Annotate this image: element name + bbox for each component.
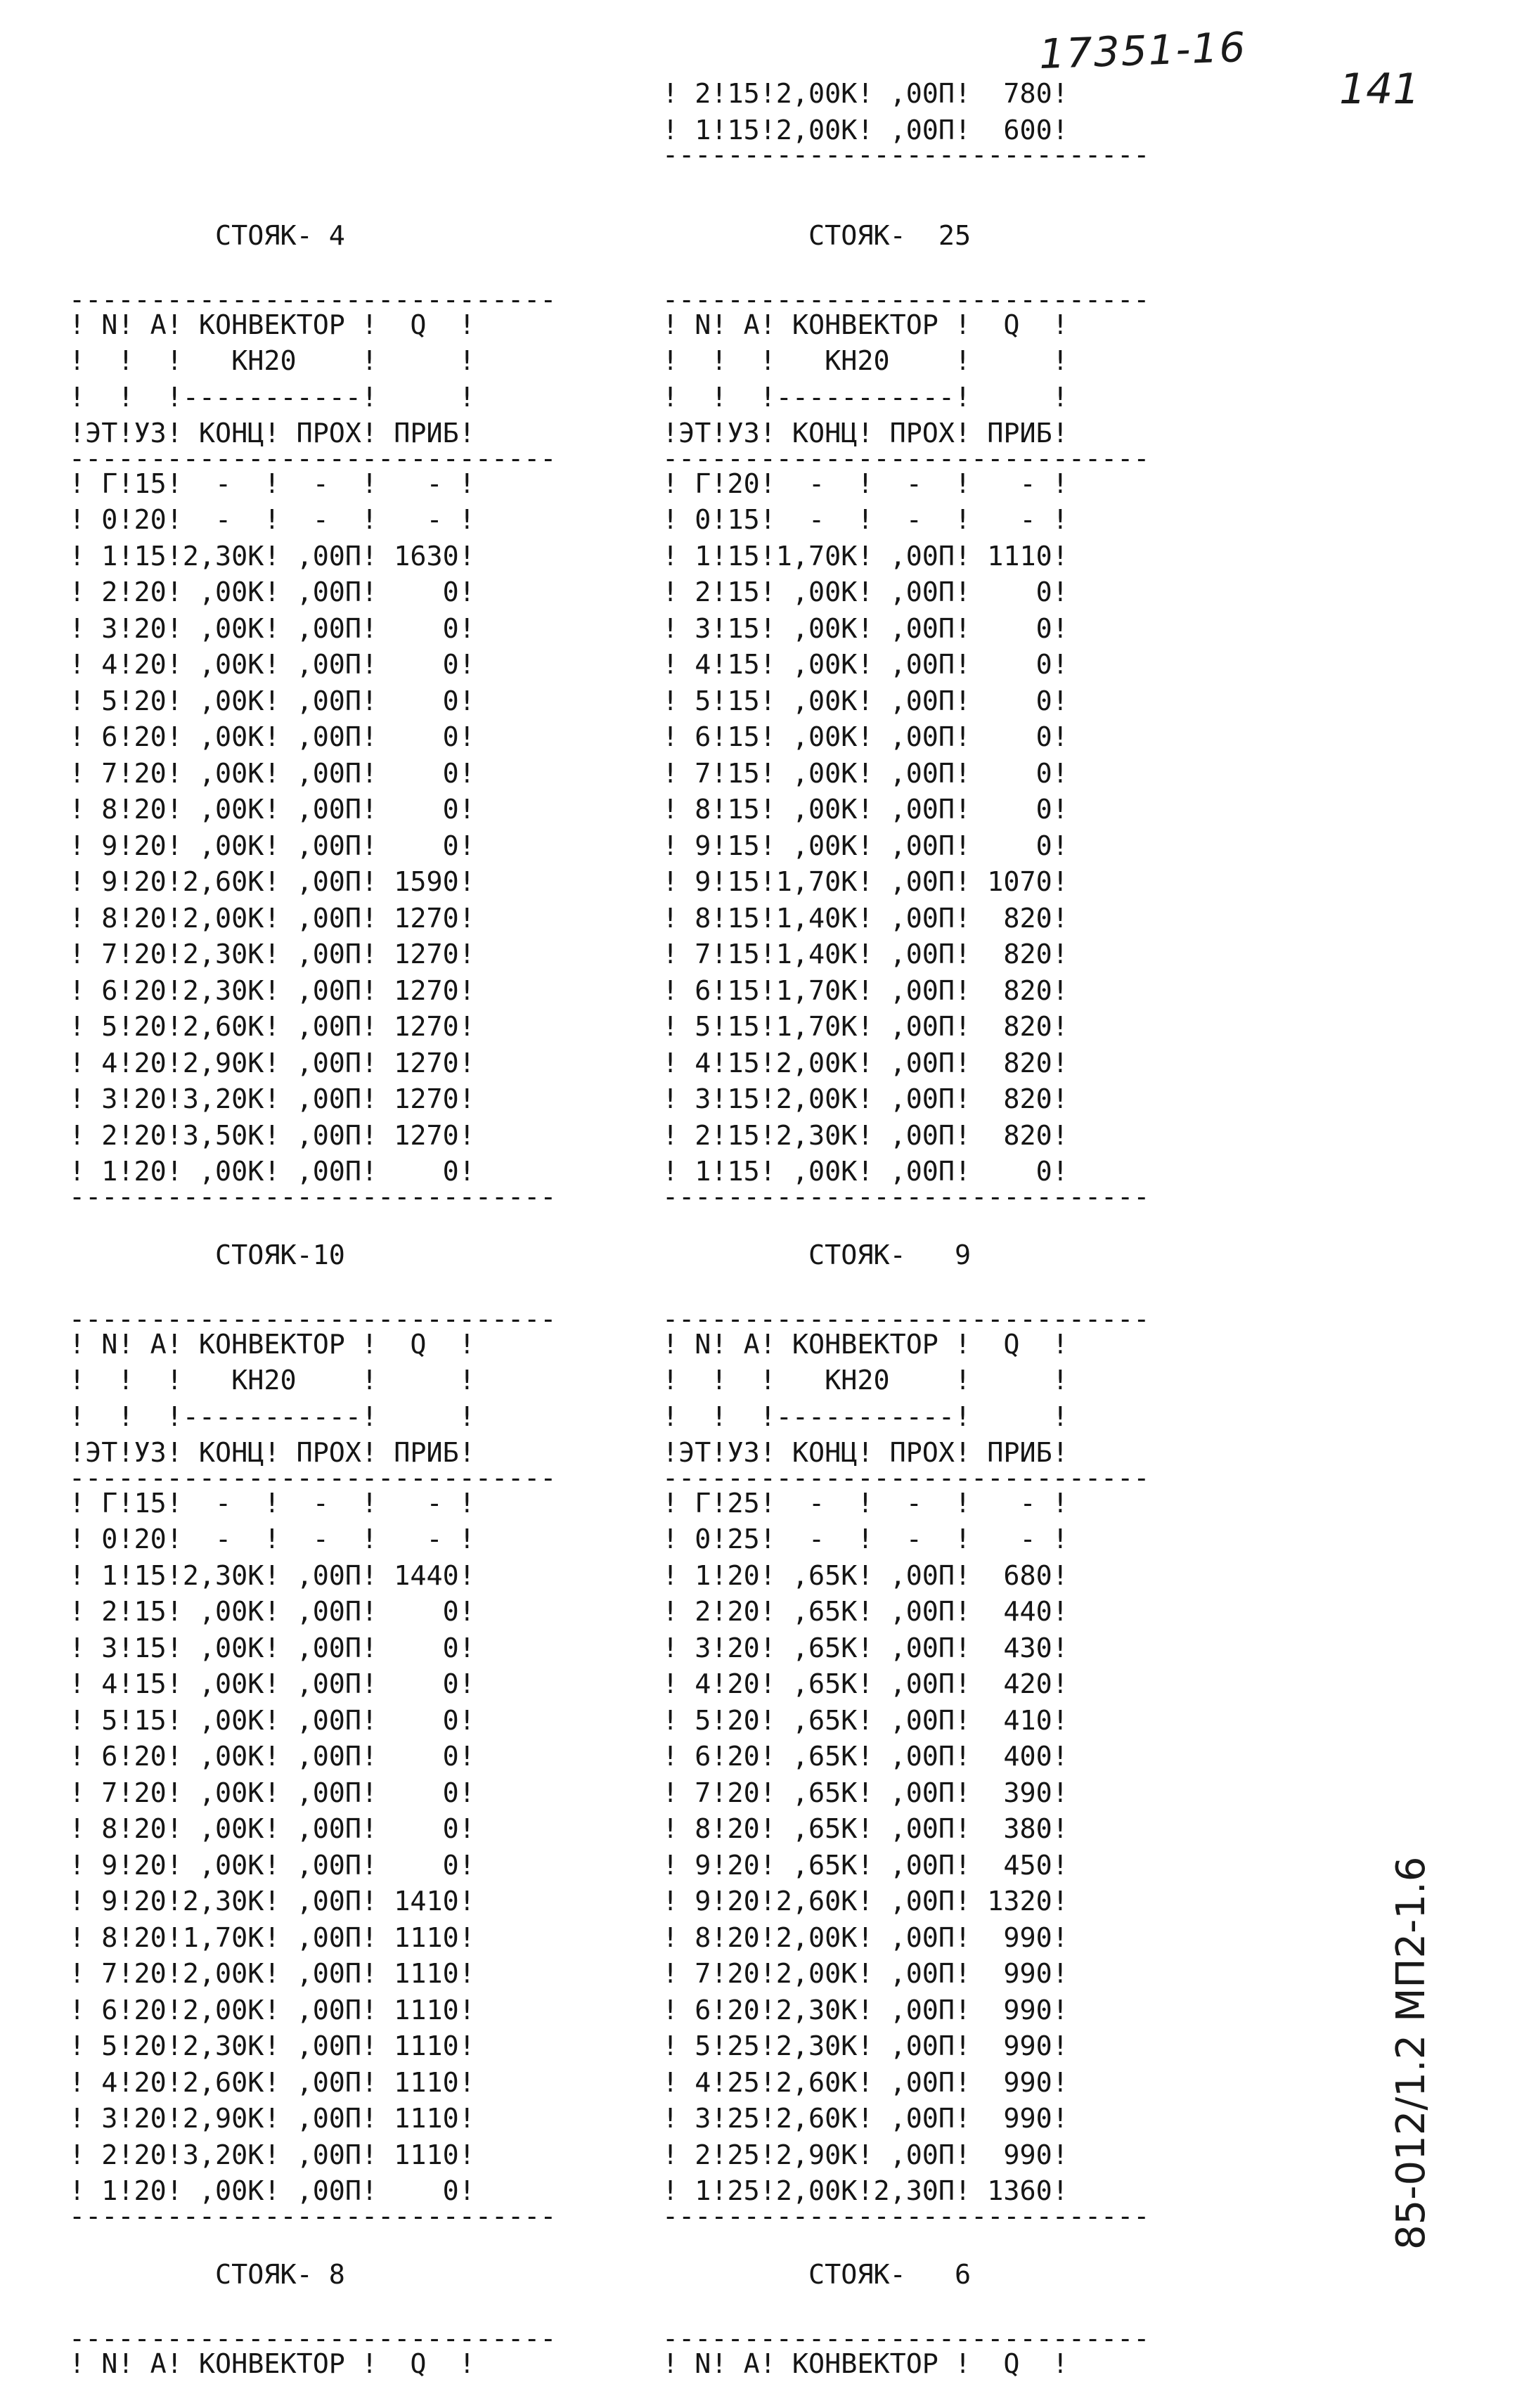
table-row: ! 1!25!2,00К!2,30П! 1360! (662, 2175, 1069, 2207)
header-line: ! N! А! КОНВЕКТОР ! Q ! (69, 2348, 475, 2380)
header-line: !ЭТ!УЗ! КОНЦ! ПРОХ! ПРИБ! (662, 1437, 1069, 1469)
riser-table-8 (69, 2257, 556, 2382)
table-row: ! 0!15! - ! - ! - ! (662, 504, 1069, 536)
table-row: ! 1!15! ,00К! ,00П! 0! (662, 1156, 1069, 1187)
table-row: ! 3!15! ,00К! ,00П! 0! (69, 1632, 475, 1664)
table-title: СТОЯК-10 (69, 1240, 345, 1271)
header-line: ! N! А! КОНВЕКТОР ! Q ! (662, 309, 1069, 341)
riser-table-4 (69, 218, 557, 1213)
table-row: ! 7!20!2,00К! ,00П! 1110! (69, 1958, 475, 1990)
table-row: ! 0!20! - ! - ! - ! (69, 1524, 475, 1555)
table-rule: ------------------------------ (69, 283, 557, 316)
table-row: ! 1!15!1,70К! ,00П! 1110! (662, 540, 1069, 572)
table-rule: ------------------------------ (662, 2322, 1150, 2355)
table-rule: ------------------------------ (69, 2200, 557, 2232)
table-row: ! 3!25!2,60К! ,00П! 990! (662, 2103, 1069, 2135)
table-row: ! 7!20! ,00К! ,00П! 0! (69, 757, 475, 790)
table-row: ! 7!20! ,00К! ,00П! 0! (69, 1777, 475, 1809)
header-line: ! ! ! КН20 ! ! (662, 1365, 1069, 1396)
table-row: ! 4!20!2,60К! ,00П! 1110! (69, 2066, 475, 2099)
table-row: ! 5!20!2,60К! ,00П! 1270! (69, 1011, 475, 1043)
header-line: ! ! ! КН20 ! ! (662, 345, 1069, 377)
table-title: СТОЯК- 8 (69, 2259, 345, 2291)
header-line: !ЭТ!УЗ! КОНЦ! ПРОХ! ПРИБ! (69, 418, 475, 449)
table-rule: ------------------------------ (662, 1303, 1150, 1335)
table-row: ! 8!20! ,00К! ,00П! 0! (69, 794, 475, 825)
table-rule: ------------------------------ (69, 2322, 557, 2355)
table-rule: ------------------------------ (69, 1180, 557, 1213)
table-row: ! 2!20!3,50К! ,00П! 1270! (69, 1119, 475, 1152)
table-row: ! 2!15!2,30К! ,00П! 820! (662, 1119, 1069, 1152)
table-row: ! 3!15!2,00К! ,00П! 820! (662, 1083, 1069, 1115)
table-row: ! 8!20! ,65К! ,00П! 380! (662, 1813, 1069, 1845)
table-row: ! 8!20!2,00К! ,00П! 1270! (69, 902, 475, 934)
table-title: СТОЯК- 9 (662, 1240, 972, 1271)
table-row: ! 9!20! ,65К! ,00П! 450! (662, 1849, 1069, 1881)
table-row: ! Г!15! - ! - ! - ! (69, 468, 475, 500)
table-row: ! 0!25! - ! - ! - ! (662, 1524, 1069, 1555)
table-row: ! 1!15!2,30К! ,00П! 1630! (69, 540, 475, 572)
table-row: ! Г!15! - ! - ! - ! (69, 1487, 475, 1519)
table-row: ! 2!15!2,00К! ,00П! 780! (662, 78, 1069, 110)
table-row: ! 9!20!2,60К! ,00П! 1590! (69, 866, 475, 898)
table-row: ! 8!20!1,70К! ,00П! 1110! (69, 1921, 475, 1954)
header-line: ! N! А! КОНВЕКТОР ! Q ! (662, 2348, 1069, 2380)
table-row: ! 5!15! ,00К! ,00П! 0! (69, 1704, 475, 1737)
table-row: ! 4!20! ,00К! ,00П! 0! (69, 649, 475, 681)
table-row: ! 6!20! ,00К! ,00П! 0! (69, 1741, 475, 1772)
header-line: ! ! ! КН20 ! ! (69, 1365, 475, 1396)
table-row: ! 8!15! ,00К! ,00П! 0! (662, 794, 1069, 825)
table-row: ! 8!20!2,00К! ,00П! 990! (662, 1921, 1069, 1954)
header-line: ! N! А! КОНВЕКТОР ! Q ! (69, 1328, 475, 1360)
header-line: ! ! !-----------! ! (69, 381, 475, 413)
header-line: ! N! А! КОНВЕКТОР ! Q ! (662, 1328, 1069, 1360)
table-row: ! 1!15!2,30К! ,00П! 1440! (69, 1559, 475, 1592)
table-row: ! 5!20!2,30К! ,00П! 1110! (69, 2030, 475, 2062)
riser-table-9 (662, 1237, 1150, 2232)
table-row: ! 2!25!2,90К! ,00П! 990! (662, 2139, 1069, 2171)
table-row: ! 9!20! ,00К! ,00П! 0! (69, 830, 475, 862)
table-rule: ------------------------------ (69, 1462, 557, 1494)
table-row: ! 3!20!2,90К! ,00П! 1110! (69, 2103, 475, 2135)
table-row: ! 3!20! ,65К! ,00П! 430! (662, 1632, 1069, 1664)
handwritten-sheet-code: 85-012/1.2 МП2-1.6 (1388, 1856, 1434, 2250)
table-row: ! 4!15! ,00К! ,00П! 0! (662, 649, 1069, 681)
table-row: ! 9!15!1,70К! ,00П! 1070! (662, 866, 1069, 898)
table-row: ! 4!25!2,60К! ,00П! 990! (662, 2066, 1069, 2099)
table-row: ! 1!20! ,65К! ,00П! 680! (662, 1559, 1069, 1592)
table-row: ! 6!20!2,30К! ,00П! 990! (662, 1994, 1069, 2026)
header-line: ! ! ! КН20 ! ! (69, 345, 475, 377)
table-rule: ------------------------------ (662, 442, 1150, 475)
handwritten-document-number: 17351-16 (1038, 22, 1248, 79)
table-row: ! 2!20! ,65К! ,00П! 440! (662, 1596, 1069, 1628)
header-line: ! N! А! КОНВЕКТОР ! Q ! (69, 309, 475, 341)
table-row: ! 6!20! ,65К! ,00П! 400! (662, 1741, 1069, 1772)
riser-table-25 (662, 218, 1150, 1213)
table-row: ! 9!20!2,30К! ,00П! 1410! (69, 1886, 475, 1917)
table-row: ! 6!20!2,00К! ,00П! 1110! (69, 1994, 475, 2026)
table-row: ! 1!20! ,00К! ,00П! 0! (69, 1156, 475, 1187)
riser-table-10 (69, 1237, 557, 2232)
header-line: !ЭТ!УЗ! КОНЦ! ПРОХ! ПРИБ! (662, 418, 1069, 449)
table-row: ! 6!15! ,00К! ,00П! 0! (662, 721, 1069, 753)
table-row: ! 2!20!3,20К! ,00П! 1110! (69, 2139, 475, 2171)
table-rule: ------------------------------ (662, 139, 1150, 171)
table-row: ! 3!20! ,00К! ,00П! 0! (69, 612, 475, 645)
table-row: ! 4!20! ,65К! ,00П! 420! (662, 1668, 1069, 1700)
table-row: ! 3!15! ,00К! ,00П! 0! (662, 612, 1069, 645)
table-row: ! 9!20!2,60К! ,00П! 1320! (662, 1886, 1069, 1917)
table-row: ! 5!15! ,00К! ,00П! 0! (662, 685, 1069, 717)
table-row: ! 6!20! ,00К! ,00П! 0! (69, 721, 475, 753)
header-line: ! ! !-----------! ! (662, 1401, 1069, 1433)
table-rule: ------------------------------ (662, 1180, 1150, 1213)
table-row: ! 9!20! ,00К! ,00П! 0! (69, 1849, 475, 1881)
table-rule: ------------------------------ (662, 1462, 1150, 1494)
table-row: ! 5!25!2,30К! ,00П! 990! (662, 2030, 1069, 2062)
table-rule: ------------------------------ (69, 1303, 557, 1335)
table-title: СТОЯК- 6 (662, 2259, 972, 2291)
table-row: ! 7!15!1,40К! ,00П! 820! (662, 939, 1069, 970)
table-row: ! 6!15!1,70К! ,00П! 820! (662, 974, 1069, 1007)
header-line: !ЭТ!УЗ! КОНЦ! ПРОХ! ПРИБ! (69, 1437, 475, 1469)
table-rule: ------------------------------ (69, 442, 557, 475)
table-row: ! 1!20! ,00К! ,00П! 0! (69, 2175, 475, 2207)
table-title: СТОЯК- 4 (69, 220, 345, 252)
table-row: ! 2!20! ,00К! ,00П! 0! (69, 577, 475, 608)
table-row: ! 9!15! ,00К! ,00П! 0! (662, 830, 1069, 862)
table-rule: ------------------------------ (662, 283, 1150, 316)
table-row: ! 6!20!2,30К! ,00П! 1270! (69, 974, 475, 1007)
table-row: ! 4!15!2,00К! ,00П! 820! (662, 1047, 1069, 1079)
table-row: ! 4!15! ,00К! ,00П! 0! (69, 1668, 475, 1700)
continuation-table (662, 76, 1150, 171)
table-row: ! 1!15!2,00К! ,00П! 600! (662, 114, 1069, 146)
table-row: ! 0!20! - ! - ! - ! (69, 504, 475, 536)
table-row: ! 5!15!1,70К! ,00П! 820! (662, 1011, 1069, 1043)
table-row: ! 2!15! ,00К! ,00П! 0! (69, 1596, 475, 1628)
table-title: СТОЯК- 25 (662, 220, 972, 252)
table-row: ! 2!15! ,00К! ,00П! 0! (662, 577, 1069, 608)
table-row: ! 8!15!1,40К! ,00П! 820! (662, 902, 1069, 934)
table-row: ! 7!20!2,30К! ,00П! 1270! (69, 939, 475, 970)
table-row: ! 7!20! ,65К! ,00П! 390! (662, 1777, 1069, 1809)
header-line: ! ! !-----------! ! (69, 1401, 475, 1433)
table-row: ! 5!20! ,65К! ,00П! 410! (662, 1704, 1069, 1737)
table-row: ! 8!20! ,00К! ,00П! 0! (69, 1813, 475, 1845)
table-row: ! 7!20!2,00К! ,00П! 990! (662, 1958, 1069, 1990)
header-line: ! ! !-----------! ! (662, 381, 1069, 413)
table-row: ! 7!15! ,00К! ,00П! 0! (662, 757, 1069, 790)
table-row: ! 3!20!3,20К! ,00П! 1270! (69, 1083, 475, 1115)
riser-table-6 (662, 2257, 1149, 2382)
table-row: ! 5!20! ,00К! ,00П! 0! (69, 685, 475, 717)
table-rule: ------------------------------ (662, 2200, 1150, 2232)
table-row: ! 4!20!2,90К! ,00П! 1270! (69, 1047, 475, 1079)
table-row: ! Г!25! - ! - ! - ! (662, 1487, 1069, 1519)
table-row: ! Г!20! - ! - ! - ! (662, 468, 1069, 500)
handwritten-page-number: 141 (1339, 65, 1420, 114)
